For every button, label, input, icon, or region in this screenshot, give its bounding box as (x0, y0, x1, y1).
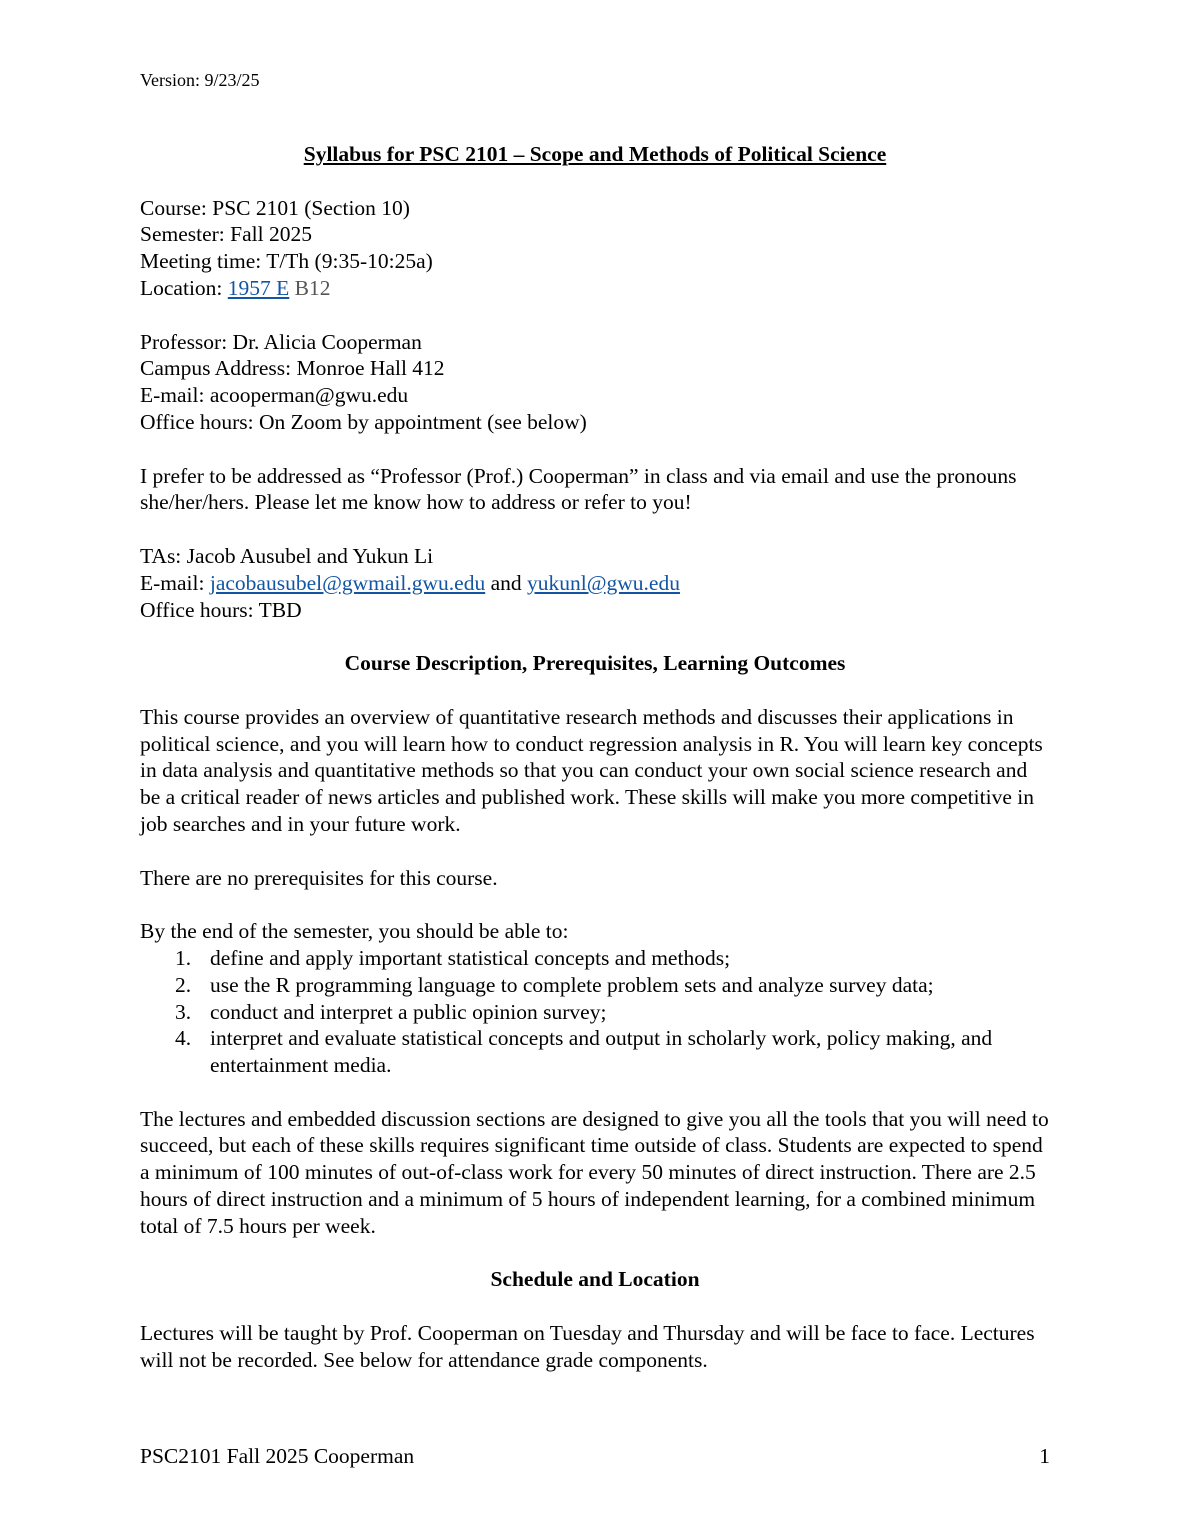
list-item: 3. conduct and interpret a public opinion survey; (175, 999, 607, 1024)
professor-address: Campus Address: Monroe Hall 412 (140, 356, 445, 381)
workload-paragraph: The lectures and embedded discussion sections are designed to give you all the tools that you will need to succeed, but each of these skills requires significant time outside of class. Students are expected to spend a minimum of 100 minutes of out-of-class work for every 50 minutes of direct instruction. There are 2.5 hours of direct instruction and a minimum of 5 hours of independent learning, for a combined minimum total of 7.5 hours per week. (140, 1106, 1049, 1238)
list-item: 4. interpret and evaluate statistical concepts and output in scholarly work, policy making, and entertainment media. (175, 1026, 993, 1078)
ta-names: TAs: Jacob Ausubel and Yukun Li (140, 543, 434, 568)
ta-email-label: E-mail: (140, 570, 210, 595)
location-room: B12 (289, 275, 331, 300)
meeting-time-line: Meeting time: T/Th (9:35-10:25a) (140, 249, 433, 274)
section-heading-schedule: Schedule and Location (490, 1267, 700, 1292)
address-note: I prefer to be addressed as “Professor (Prof.) Cooperman” in class and via email and use the pronouns she/her/hers. Please let me know how to address or refer to you! (140, 463, 1017, 515)
professor-name: Professor: Dr. Alicia Cooperman (140, 329, 422, 354)
location-line (140, 275, 1050, 302)
version-label: Version: 9/23/25 (140, 70, 260, 90)
semester-line: Semester: Fall 2025 (140, 222, 312, 247)
ta-email-link-2[interactable]: yukunl@gwu.edu (527, 570, 680, 595)
prerequisites-paragraph: There are no prerequisites for this course. (140, 865, 498, 890)
page-number: 1 (1039, 1444, 1050, 1468)
ta-office-hours: Office hours: TBD (140, 597, 302, 622)
location-label: Location: (140, 275, 228, 300)
ta-email-and: and (485, 570, 527, 595)
footer-text: PSC2101 Fall 2025 Cooperman (140, 1444, 415, 1468)
course-line: Course: PSC 2101 (Section 10) (140, 195, 410, 220)
outcomes-list (140, 945, 1050, 1079)
outcomes-intro: By the end of the semester, you should be able to: (140, 919, 569, 944)
professor-office-hours: Office hours: On Zoom by appointment (see below) (140, 409, 587, 434)
ta-email-line (140, 570, 1050, 597)
ta-email-link-1[interactable]: jacobausubel@gwmail.gwu.edu (209, 570, 486, 595)
document-body (140, 141, 1050, 1374)
professor-email: E-mail: acooperman@gwu.edu (140, 383, 409, 408)
page-title: Syllabus for PSC 2101 – Scope and Methods of Political Science (303, 142, 887, 166)
list-item: 2. use the R programming language to complete problem sets and analyze survey data; (175, 972, 934, 997)
list-item: 1. define and apply important statistical concepts and methods; (175, 945, 731, 970)
location-link[interactable]: 1957 E (227, 275, 290, 300)
section-heading-description: Course Description, Prerequisites, Learning Outcomes (344, 651, 846, 676)
description-paragraph: This course provides an overview of quantitative research methods and discusses their applications in political science, and you will learn how to conduct regression analysis in R. You will learn key concepts in data analysis and quantitative methods so that you can conduct your own social science research and be a critical reader of news articles and published work. These skills will make you more competitive in job searches and in your future work. (140, 704, 1043, 836)
schedule-paragraph: Lectures will be taught by Prof. Cooperman on Tuesday and Thursday and will be face to face. Lectures will not be recorded. See below for attendance grade components. (140, 1321, 1035, 1372)
